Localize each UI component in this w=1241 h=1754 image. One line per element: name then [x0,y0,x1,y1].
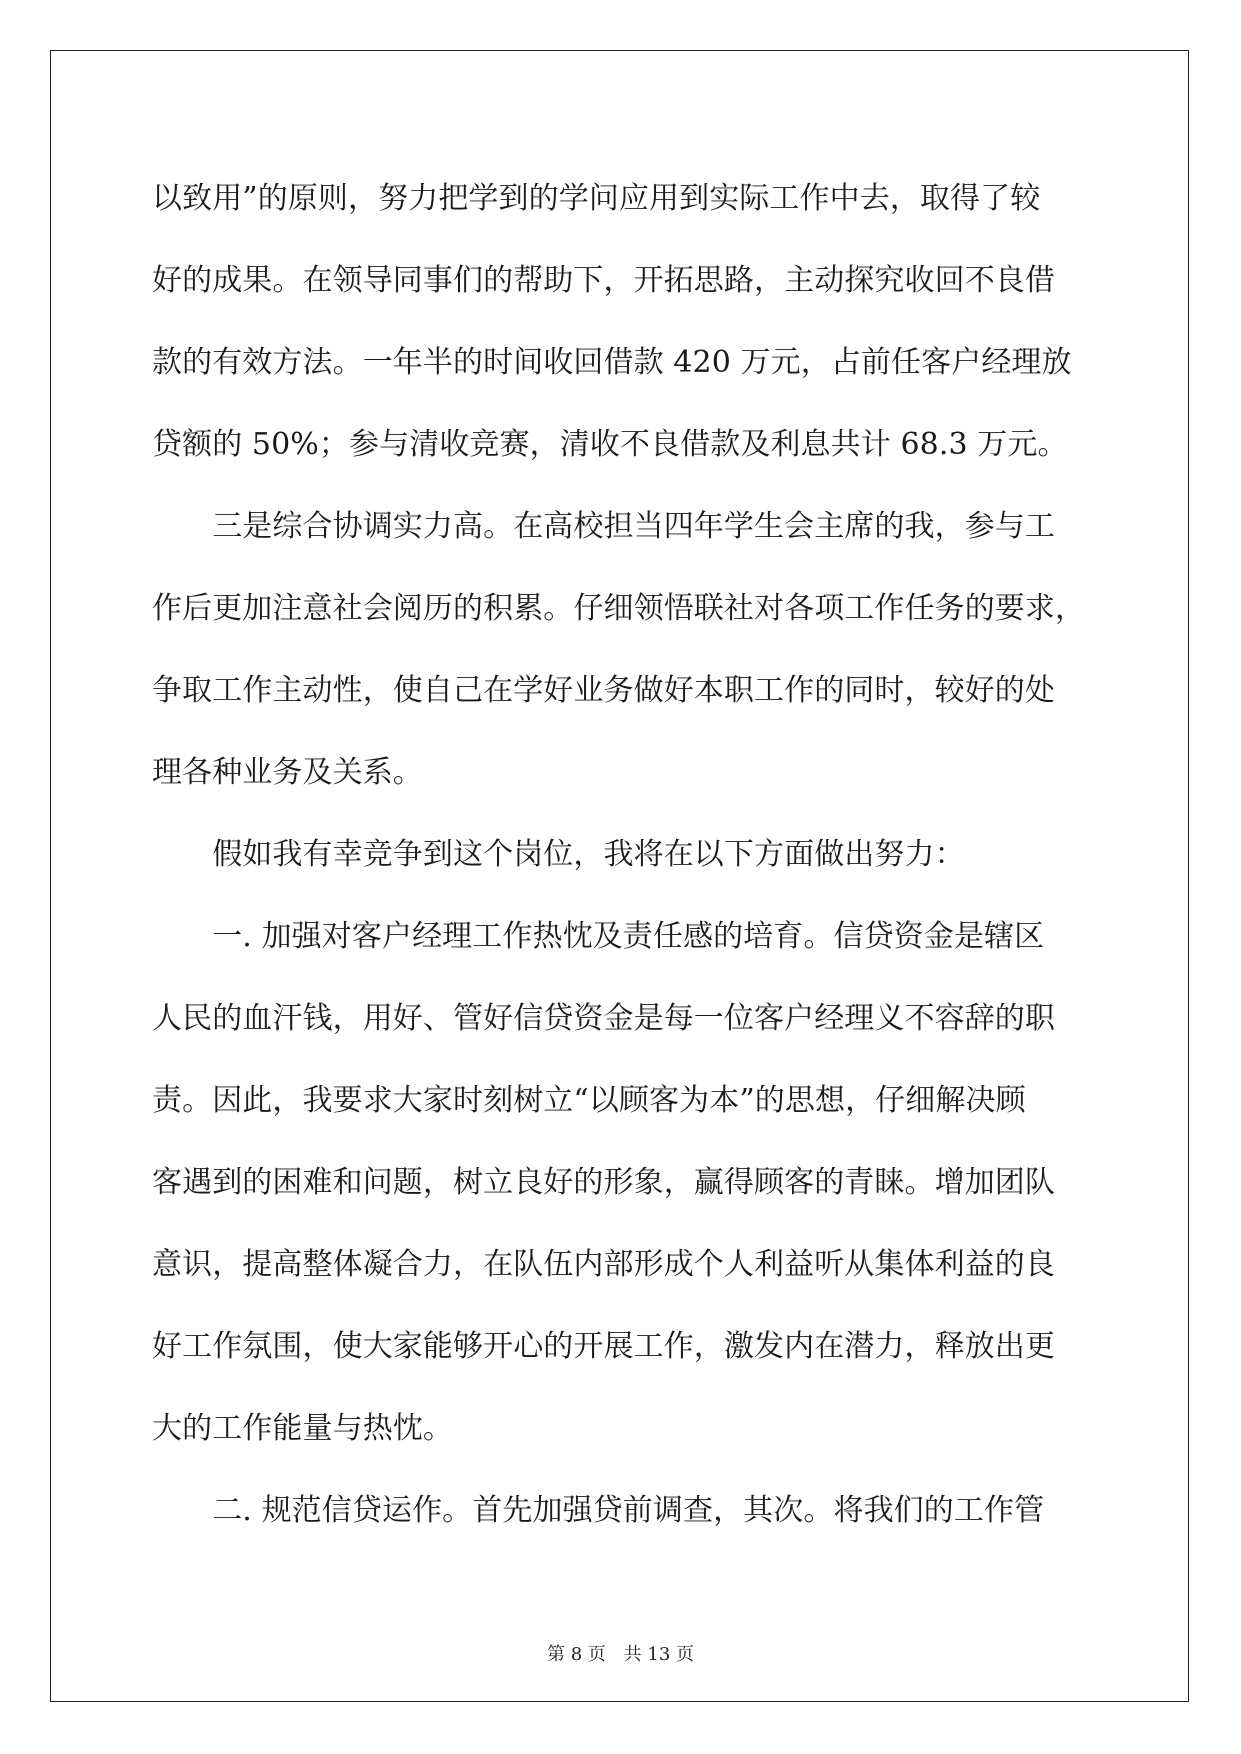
text-line: 以致用”的原则，努力把学到的学问应用到实际工作中去，取得了较 [152,181,1041,216]
text-line: 好工作氛围，使大家能够开心的开展工作，激发内在潜力，释放出更 [152,1329,1055,1364]
text-line: 三是综合协调实力高。在高校担当四年学生会主席的我，参与工 [152,509,1055,544]
text-line: 责。因此，我要求大家时刻树立“以顾客为本”的思想，仔细解决顾 [152,1083,1026,1118]
paragraph [152,814,1092,896]
text-line: 争取工作主动性，使自己在学好业务做好本职工作的同时，较好的处 [152,673,1055,708]
page-footer [0,1640,1241,1666]
text-line: 一. 加强对客户经理工作热忱及责任感的培育。信贷资金是辖区 [152,919,1045,954]
document-body [152,158,1092,1552]
text-line: 理各种业务及关系。 [152,755,423,790]
paragraph [152,896,1092,1470]
text-line: 款的有效方法。一年半的时间收回借款 420 万元，占前任客户经理放 [152,345,1072,380]
page-total: 共 13 页 [623,1644,694,1665]
paragraph [152,1470,1092,1552]
paragraph [152,158,1092,486]
text-line: 客遇到的困难和问题，树立良好的形象，赢得顾客的青睐。增加团队 [152,1165,1055,1200]
text-line: 人民的血汗钱，用好、管好信贷资金是每一位客户经理义不容辞的职 [152,1001,1055,1036]
text-line: 大的工作能量与热忱。 [152,1411,453,1446]
text-line: 假如我有幸竞争到这个岗位，我将在以下方面做出努力： [152,837,965,872]
text-line: 好的成果。在领导同事们的帮助下，开拓思路，主动探究收回不良借 [152,263,1055,298]
text-line: 意识，提高整体凝合力，在队伍内部形成个人利益听从集体利益的良 [152,1247,1055,1282]
text-line: 作后更加注意社会阅历的积累。仔细领悟联社对各项工作任务的要求， [152,591,1086,626]
text-line: 贷额的 50%；参与清收竞赛，清收不良借款及利息共计 68.3 万元。 [152,427,1068,462]
page-number: 第 8 页 [547,1644,606,1665]
text-line: 二. 规范信贷运作。首先加强贷前调查，其次。将我们的工作管 [152,1493,1045,1528]
paragraph [152,486,1092,814]
